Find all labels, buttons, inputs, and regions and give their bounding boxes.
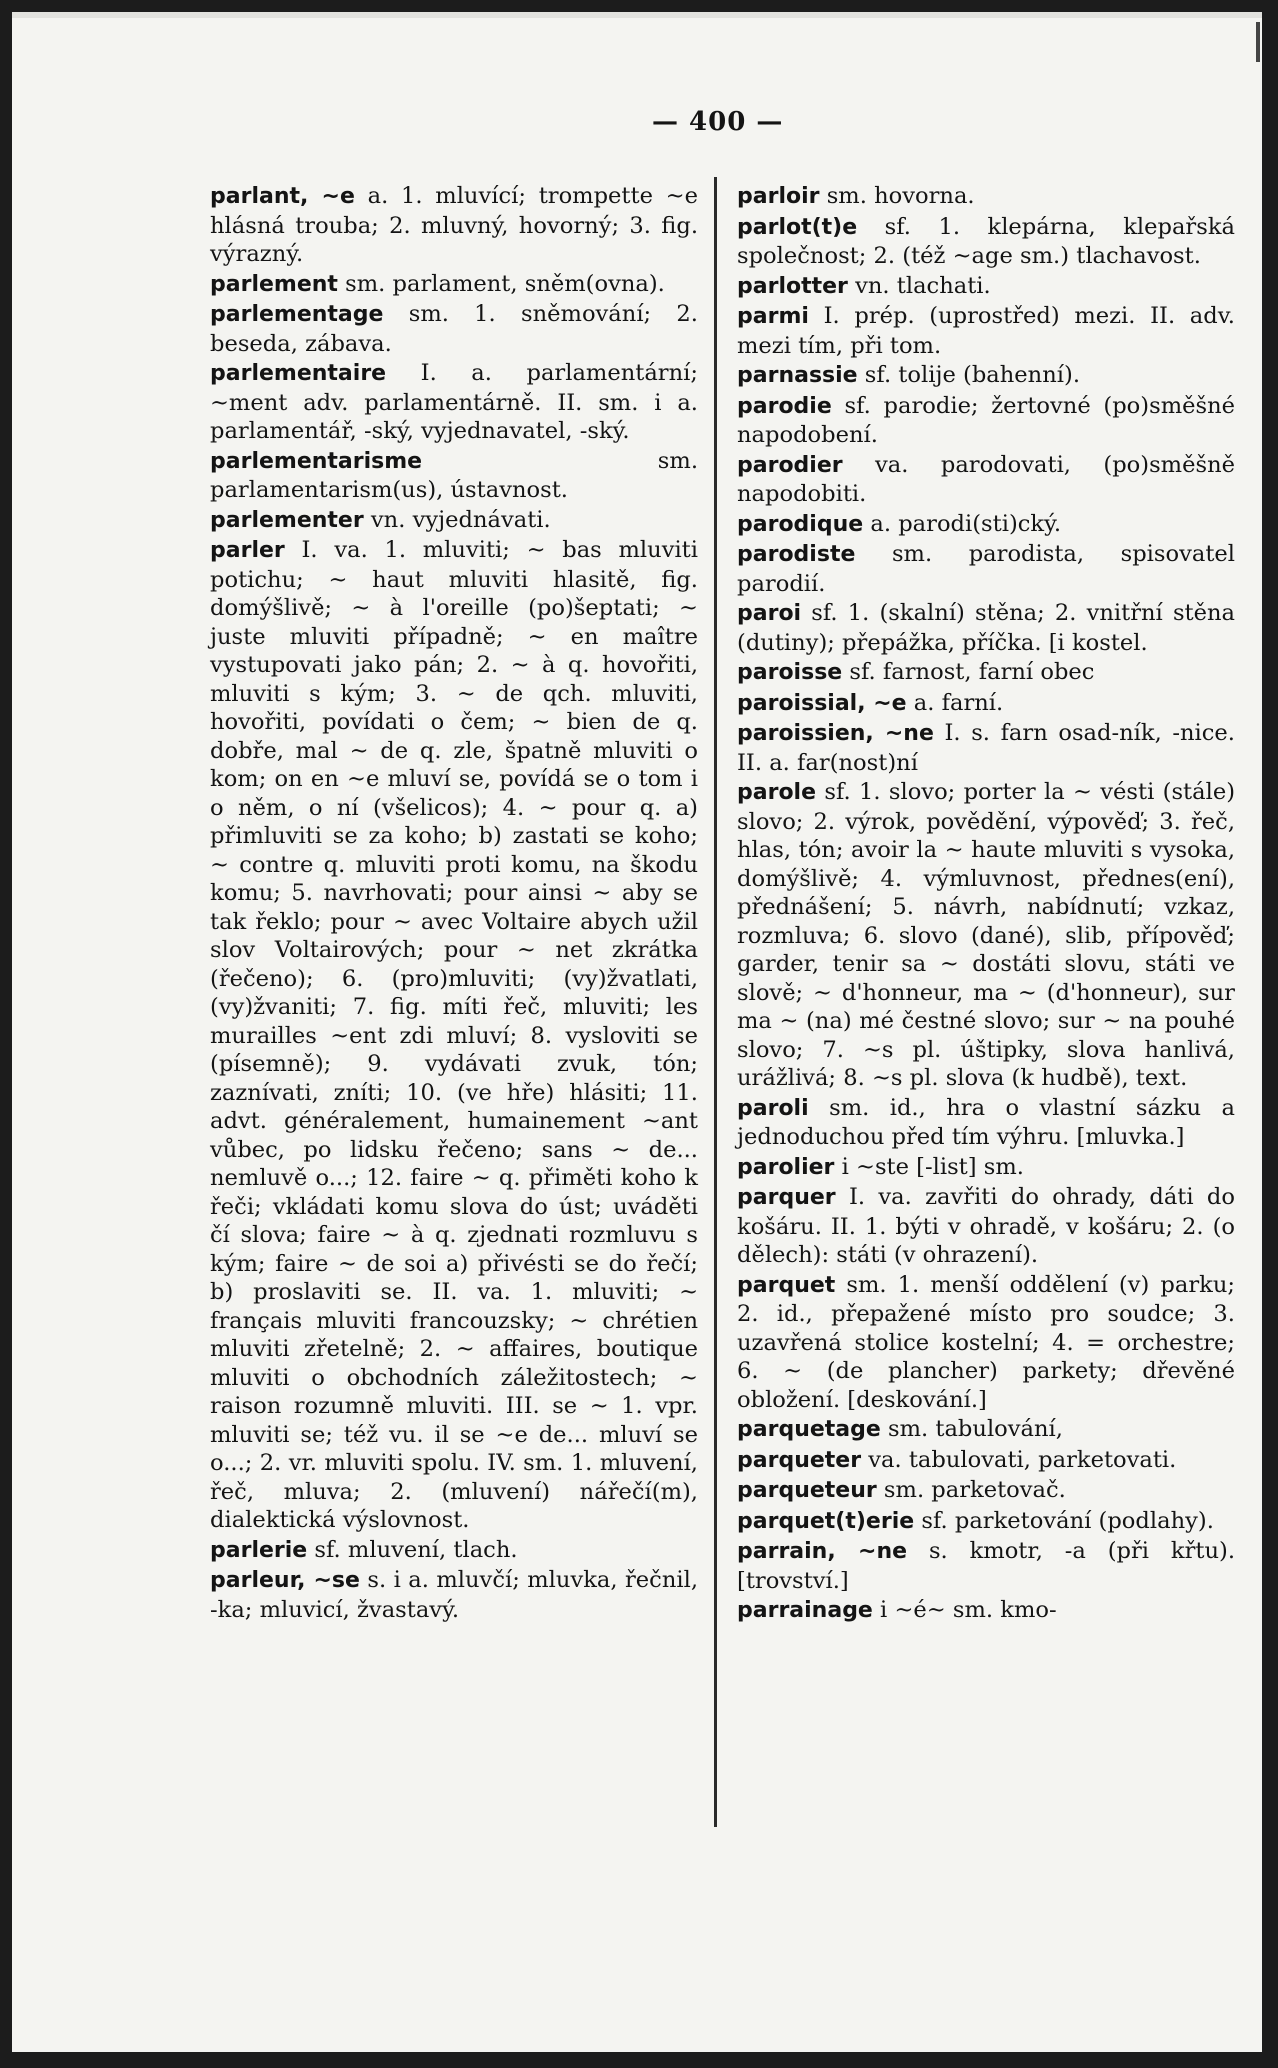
entry-definition: sm. hovorna.	[826, 183, 975, 209]
dictionary-entry	[737, 361, 1235, 391]
entry-definition: vn. tlachati.	[855, 272, 991, 299]
dictionary-entry	[210, 270, 698, 300]
entry-headword: parlement	[210, 271, 338, 297]
entry-headword: parrain, ~ne	[737, 1539, 908, 1564]
dictionary-entry	[737, 302, 1235, 360]
entry-definition: sm. tabulování,	[888, 1416, 1063, 1442]
dictionary-entry	[737, 719, 1235, 777]
entry-headword: parquer	[737, 1185, 836, 1210]
dictionary-entry	[737, 1153, 1235, 1183]
dictionary-entry	[210, 536, 698, 1535]
entry-headword: parquetage	[737, 1417, 881, 1442]
entry-headword: paroissien, ~ne	[737, 721, 934, 746]
entry-headword: parodier	[737, 452, 843, 478]
left-column	[210, 182, 698, 1625]
entry-headword: parlot(t)e	[737, 214, 858, 240]
entry-headword: parmi	[737, 304, 809, 329]
entry-definition: sm. 1. menší oddělení (v) parku; 2. id., přepažené místo pro soudce; 3. uzavřená stolice kostelní; 4. = orchestre; 6. ~ (de plancher) parkety; dřevěné obložení. [deskování.]	[737, 1271, 1235, 1413]
dictionary-entry	[737, 1537, 1235, 1595]
dictionary-entry	[737, 392, 1235, 450]
dictionary-entry	[737, 1094, 1235, 1152]
dictionary-entry	[737, 689, 1235, 719]
entry-headword: parrainage	[737, 1598, 873, 1623]
entry-definition: sm. parlament, sněm(ovna).	[345, 270, 665, 297]
entry-headword: parodique	[737, 511, 864, 537]
right-column	[737, 182, 1235, 1627]
dictionary-entry	[737, 1507, 1235, 1537]
entry-headword: parlant, ~e	[210, 184, 355, 209]
entry-headword: parler	[210, 538, 285, 563]
entry-definition: va. parodovati, (po)směšně napodobiti.	[737, 451, 1235, 507]
entry-headword: parqueteur	[737, 1478, 877, 1503]
dictionary-entry	[737, 599, 1235, 657]
entry-definition: i ~ste [-list] sm.	[841, 1153, 1024, 1180]
entry-definition: sf. 1. klepárna, klepařská společnost; 2. (též ~age sm.) tlachavost.	[737, 213, 1235, 269]
entry-headword: parodiste	[737, 542, 856, 567]
dictionary-entry	[737, 1415, 1235, 1445]
entry-definition: sm. parketovač.	[883, 1477, 1066, 1503]
entry-headword: paroli	[737, 1095, 809, 1121]
entry-headword: parlementaire	[210, 361, 387, 386]
entry-definition: sf. mluvení, tlach.	[314, 1536, 518, 1563]
entry-definition: sf. farnost, farní obec	[849, 659, 1095, 685]
entry-definition: a. parodi(sti)cký.	[870, 510, 1062, 537]
entry-headword: parquet	[737, 1272, 836, 1298]
entry-definition: sm. parodista, spisovatel parodií.	[737, 541, 1236, 597]
dictionary-entry	[737, 1271, 1235, 1415]
entry-headword: paroi	[737, 601, 802, 626]
dictionary-entry	[737, 540, 1235, 598]
entry-definition: sf. tolije (bahenní).	[864, 362, 1080, 388]
entry-definition: sf. parodie; žertovné (po)směšné napodobení.	[737, 392, 1236, 448]
page-number: — 400 —	[652, 107, 784, 137]
entry-definition: sm. id., hra o vlastní sázku a jednoduchou před tím výhru. [mluvka.]	[737, 1094, 1235, 1150]
entry-headword: parlerie	[210, 1537, 308, 1563]
entry-definition: sf. parketování (podlahy).	[921, 1507, 1214, 1534]
entry-definition: a. farní.	[913, 689, 1004, 716]
dictionary-entry	[737, 1596, 1235, 1626]
entry-headword: parolier	[737, 1154, 835, 1180]
entry-definition: sm. 1. sněmování; 2. beseda, zábava.	[210, 301, 698, 357]
scan-edge-mark	[1256, 22, 1260, 62]
dictionary-entry	[210, 1536, 698, 1566]
entry-headword: parlementage	[210, 302, 384, 327]
dictionary-entry	[210, 359, 698, 446]
entry-headword: parloir	[737, 184, 820, 209]
entry-headword: parnassie	[737, 363, 858, 388]
entry-definition: a. 1. mluvící; trompette ~e hlásná trouba; 2. mluvný, hovorný; 3. fig. výrazný.	[210, 183, 698, 267]
dictionary-entry	[737, 272, 1235, 302]
dictionary-entry	[210, 1566, 698, 1624]
entry-definition: s. i a. mluvčí; mluvka, řečnil, -ka; mluvicí, žvastavý.	[210, 1567, 699, 1623]
entry-definition: I. va. zavřiti do ohrady, dáti do košáru. II. 1. býti v ohradě, v košáru; 2. (o dělech): státi (v ohrazení).	[737, 1184, 1235, 1268]
column-divider	[714, 177, 717, 1827]
dictionary-entry	[737, 451, 1235, 509]
entry-definition: i ~é~ sm. kmo-	[880, 1597, 1057, 1623]
dictionary-entry	[210, 506, 698, 536]
dictionary-entry	[210, 300, 698, 358]
dictionary-entry	[737, 1476, 1235, 1506]
dictionary-entry	[737, 658, 1235, 688]
dictionary-page	[12, 12, 1262, 2052]
entry-definition: I. s. farn osad-ník, -nice. II. a. far(nost)ní	[737, 720, 1235, 776]
dictionary-entry	[737, 182, 1235, 212]
entry-headword: parquet(t)erie	[737, 1508, 915, 1534]
entry-headword: paroissial, ~e	[737, 690, 907, 716]
entry-headword: parodie	[737, 393, 832, 419]
entry-definition: I. a. parlamentární; ~ment adv. parlamentárně. II. sm. i a. parlamentář, -ský, vyjednavatel, -ský.	[210, 360, 698, 444]
entry-definition: I. prép. (uprostřed) mezi. II. adv. mezi tím, při tom.	[737, 303, 1235, 359]
entry-headword: parqueter	[737, 1447, 862, 1473]
dictionary-entry	[210, 447, 698, 505]
entry-definition: I. va. 1. mluviti; ~ bas mluviti potichu; ~ haut mluviti hlasitě, fig. domýšlivě; ~ à l'oreille (po)šeptati; ~ juste mluviti případně; ~ en maître vystupovati jako pán; 2. ~ à q. hovořiti, mluviti s kým; 3. ~ de qch. mluviti, hovořiti, povídati o čem; ~ bien de q. dobře, mal ~ de q. zle, špatně mluviti o kom; on en ~e mluví se, povídá se o tom i o něm, o ní (všelicos); 4. ~ pour q. a) přimluviti se za koho; b) zastati se koho; ~ contre q. mluviti proti komu, na škodu komu; 5. navrhovati; pour ainsi ~ aby se tak řeklo; pour ~ avec Voltaire abych užil slov Voltairových; pour ~ net zkrátka (řečeno); 6. (pro)mluviti; (vy)žvatlati, (vy)žvaniti; 7. fig. míti řeč, mluviti; les murailles ~ent zdi mluví; 8. vysloviti se (písemně); 9. vydávati zvuk, tón; zaznívati, zníti; 10. (ve hře) hlásiti; 11. advt. généralement, humainement ~ant vůbec, po lidsku řečeno; sans ~ de... nemluvě o...; 12. faire ~ q. přiměti koho k řeči; vkládati komu slova do úst; uváděti čí slova; faire ~ à q. zjednati rozmluvu s kým; faire ~ de soi a) přivésti se do řečí; b) proslaviti se. II. va. 1. mluviti; ~ français mluviti francouzsky; ~ chrétien mluviti zřetelně; 2. ~ affaires, boutique mluviti o obchodních záležitostech; ~ raison rozumně mluviti. III. se ~ 1. vpr. mluviti se; též vu. il se ~e de... mluví se o...; 2. vr. mluviti spolu. IV. sm. 1. mluvení, řeč, mluva; 2. (mluvení) nářečí(m), dialektická výslovnost.	[210, 537, 698, 1533]
dictionary-entry	[737, 1446, 1235, 1476]
dictionary-entry	[737, 213, 1235, 271]
entry-definition: va. tabulovati, parketovati.	[868, 1446, 1177, 1473]
entry-headword: parlotter	[737, 273, 848, 299]
entry-headword: parleur, ~se	[210, 1568, 360, 1593]
entry-headword: paroisse	[737, 660, 843, 685]
entry-definition: vn. vyjednávati.	[370, 506, 551, 533]
dictionary-entry	[210, 182, 698, 269]
dictionary-entry	[737, 510, 1235, 540]
entry-headword: parlementarisme	[210, 448, 423, 474]
entry-headword: parole	[737, 780, 817, 805]
entry-definition: sm. parlamentarism(us), ústavnost.	[210, 447, 698, 503]
entry-definition: sf. 1. slovo; porter la ~ vésti (stále) slovo; 2. výrok, povědění, výpověď; 3. řeč, hlas, tón; avoir la ~ haute mluviti s vysoka, domýšlivě; 4. výmluvnost, přednes(ení), přednášení; 5. návrh, nabídnutí; vzkaz, rozmluva; 6. slovo (dané), slib, přípověď; garder, tenir sa ~ dostáti slovu, státi ve slově; ~ d'honneur, ma ~ (d'honneur), sur ma ~ (na) mé čestné slovo; sur ~ na pouhé slovo; 7. ~s pl. úštipky, slova hanlivá, urážlivá; 8. ~s pl. slova (k hudbě), text.	[737, 779, 1236, 1091]
entry-definition: sf. 1. (skalní) stěna; 2. vnitřní stěna (dutiny); přepážka, příčka. [i kostel.	[737, 600, 1236, 656]
entry-headword: parlementer	[210, 507, 364, 533]
scan-edge	[12, 12, 1262, 18]
entry-definition: s. kmotr, -a (při křtu). [trovství.]	[737, 1538, 1236, 1594]
dictionary-entry	[737, 778, 1235, 1093]
dictionary-entry	[737, 1183, 1235, 1270]
